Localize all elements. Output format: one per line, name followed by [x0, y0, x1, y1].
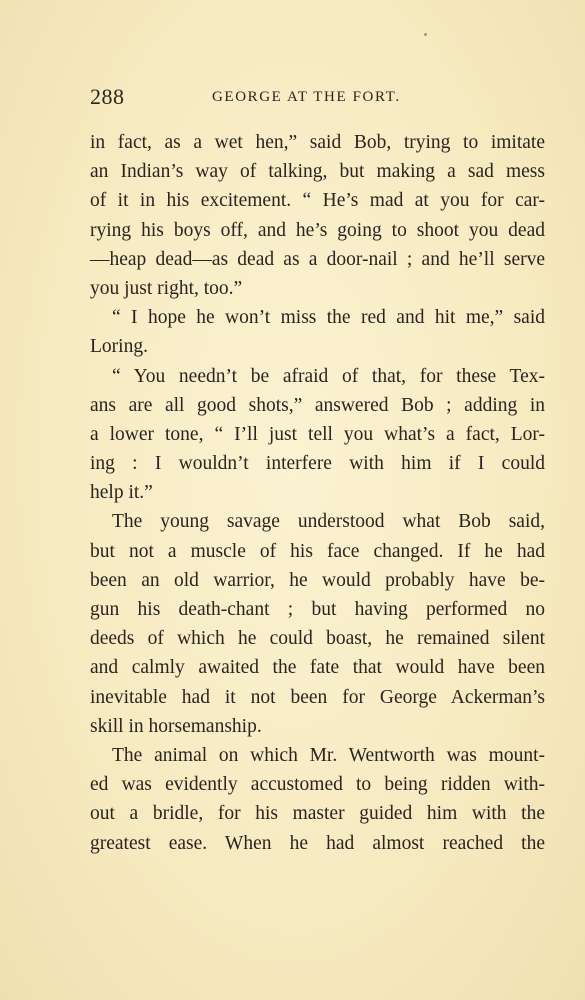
- page-header: [90, 84, 545, 114]
- text-line: inevitable had it not been for George Ackerman’s: [90, 686, 545, 708]
- text-line: gun his death-chant ; but having performed no: [90, 599, 545, 620]
- text-line: deeds of which he could boast, he remained silent: [90, 628, 545, 650]
- text-line: —heap dead—as dead as a door-nail ; and he’ll serve: [90, 248, 545, 270]
- text-line: The animal on which Mr. Wentworth was mount-: [112, 744, 545, 766]
- text-line: The young savage understood what Bob said,: [112, 511, 545, 533]
- text-line: you just right, too.”: [90, 277, 243, 299]
- body-text: [90, 128, 545, 858]
- text-line: but not a muscle of his face changed. If he had: [90, 540, 545, 562]
- text-line: and calmly awaited the fate that would have been: [90, 657, 545, 679]
- text-line: ans are all good shots,” answered Bob ; adding in: [90, 394, 545, 416]
- ink-speck: [424, 33, 427, 36]
- text-line: “ I hope he won’t miss the red and hit me,” said: [112, 307, 545, 329]
- text-line: skill in horsemanship.: [90, 715, 262, 737]
- text-line: Loring.: [90, 336, 148, 358]
- page-number: 288: [90, 84, 125, 109]
- text-line: greatest ease. When he had almost reached the: [90, 832, 545, 854]
- text-line: rying his boys off, and he’s going to shoot you dead: [90, 219, 545, 241]
- text-line: of it in his excitement. “ He’s mad at you for car-: [90, 190, 545, 212]
- text-line: ed was evidently accustomed to being ridden with-: [90, 774, 545, 796]
- text-line: help it.”: [90, 482, 153, 504]
- running-title: GEORGE AT THE FORT.: [212, 89, 401, 105]
- text-line: “ You needn’t be afraid of that, for these Tex-: [112, 365, 545, 387]
- text-line: ing : I wouldn’t interfere with him if I could: [90, 453, 545, 475]
- text-line: out a bridle, for his master guided him with the: [90, 803, 545, 825]
- text-line: been an old warrior, he would probably have be-: [90, 569, 545, 591]
- text-line: in fact, as a wet hen,” said Bob, trying to imitate: [90, 132, 545, 153]
- text-line: an Indian’s way of talking, but making a sad mess: [90, 161, 545, 183]
- text-line: a lower tone, “ I’ll just tell you what’s a fact, Lor-: [90, 423, 545, 445]
